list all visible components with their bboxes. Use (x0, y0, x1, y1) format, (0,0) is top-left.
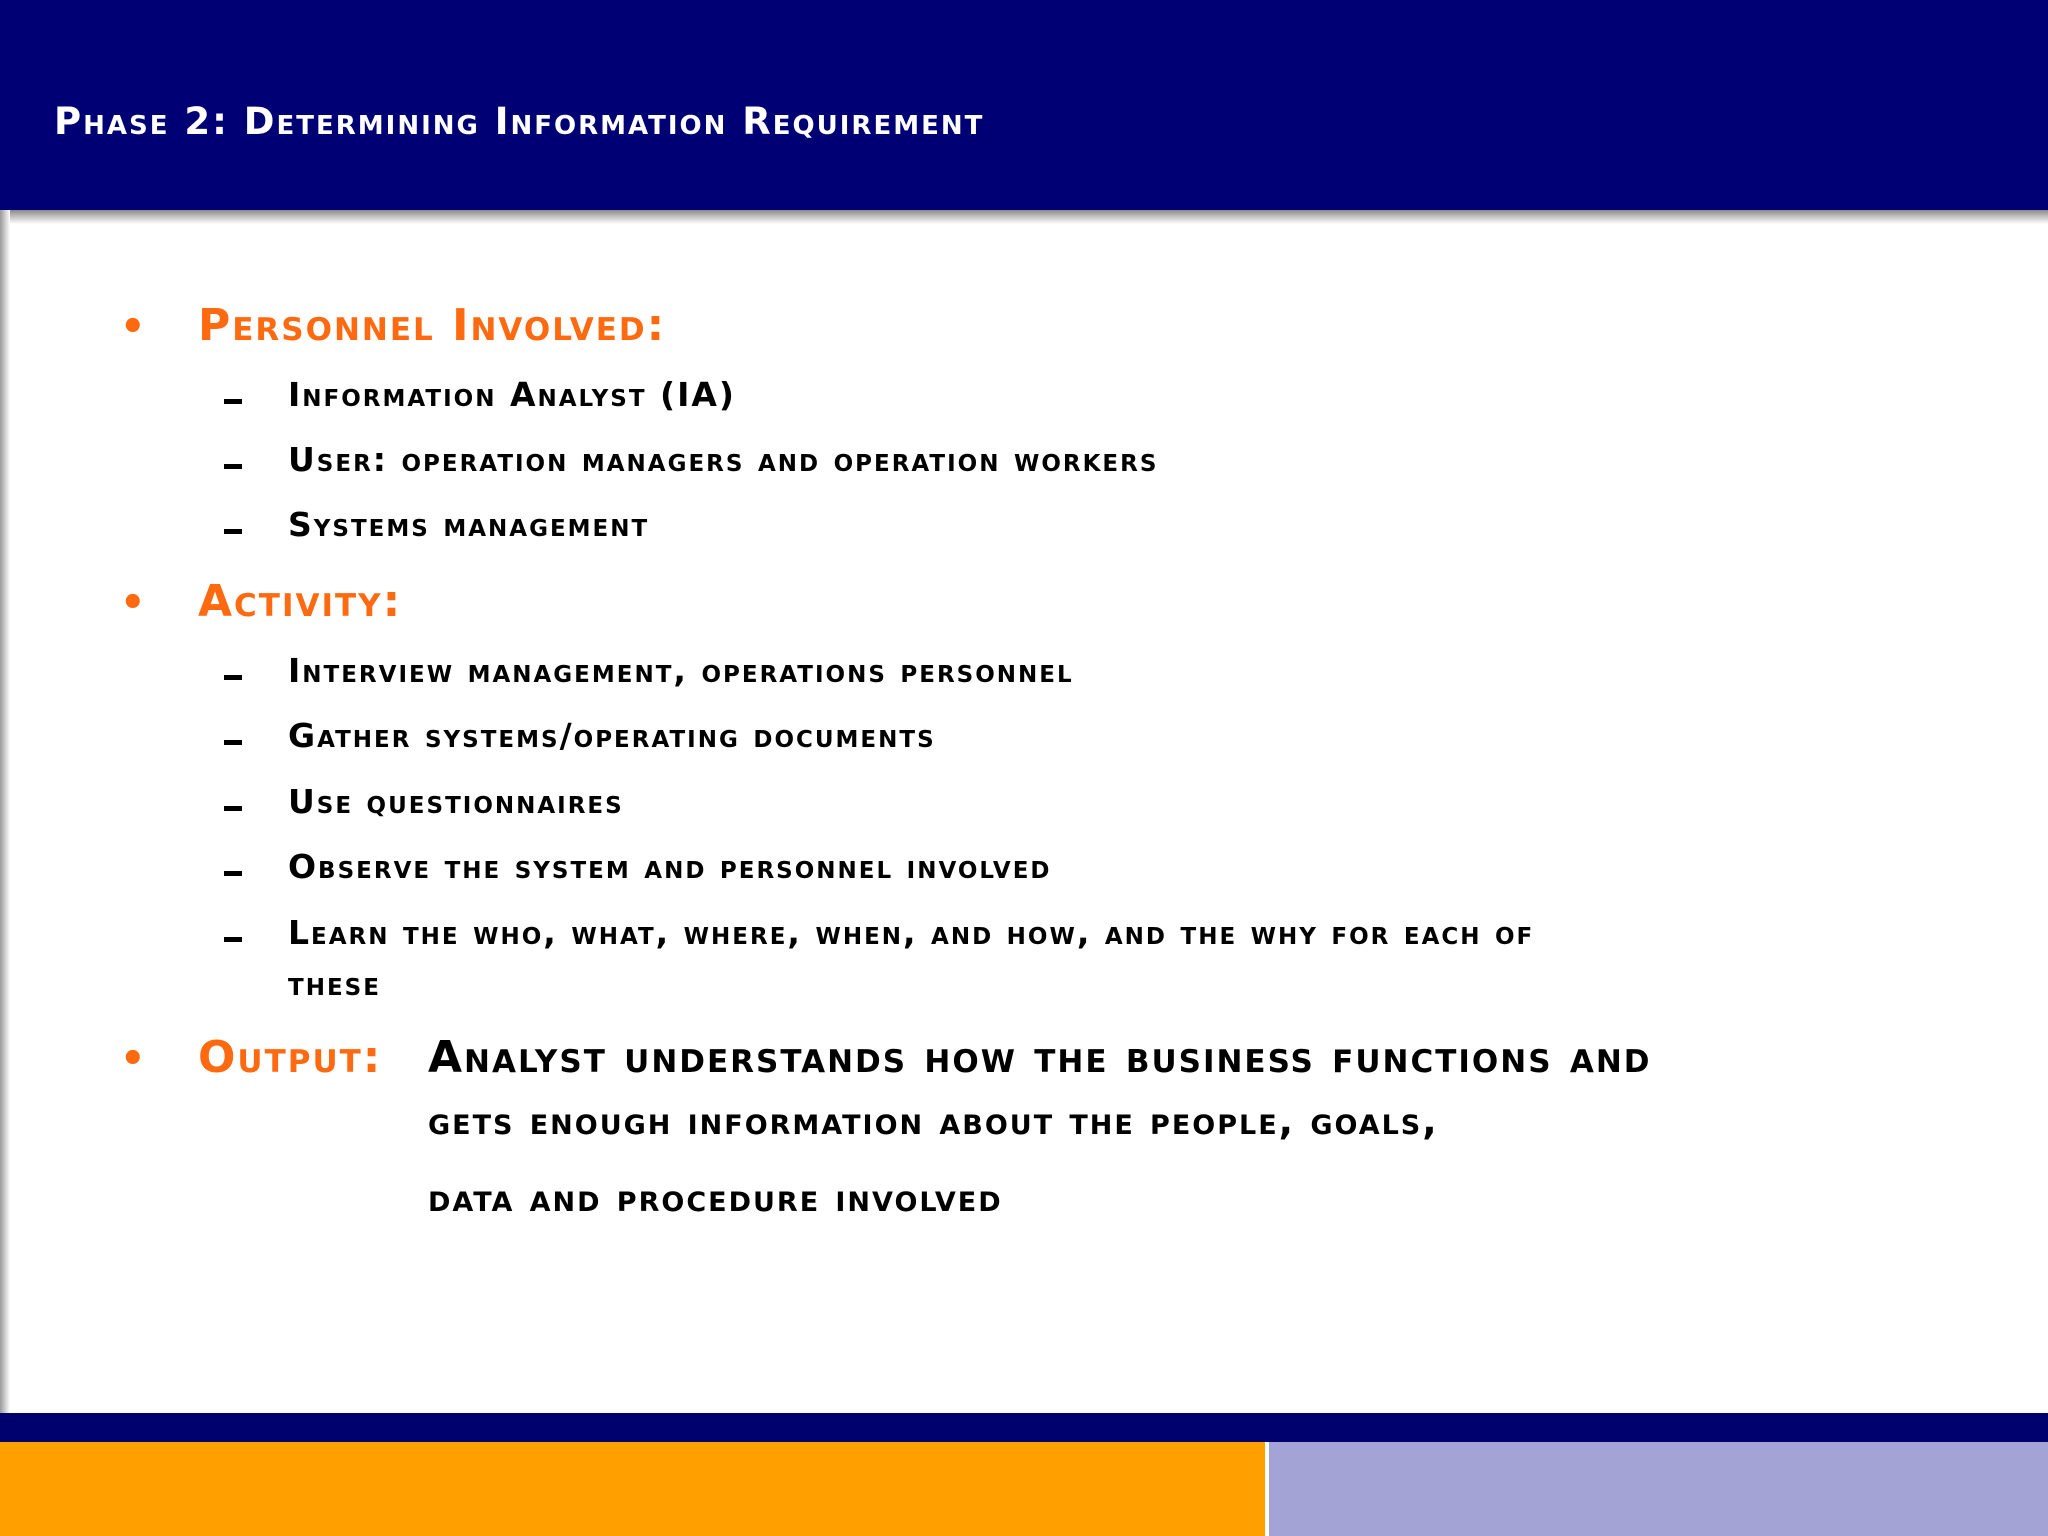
list-item: Use questionnaires (288, 782, 624, 821)
bullet-icon: • (120, 1036, 148, 1082)
dash-icon (224, 871, 242, 876)
bullet-icon: • (120, 580, 148, 626)
list-item: Gather systems/operating documents (288, 716, 936, 755)
dash-icon (224, 806, 242, 811)
footer-orange-block (0, 1442, 1265, 1536)
list-item: Learn the who, what, where, when, and how, and the why for each of (288, 913, 1535, 952)
list-item: Systems management (288, 505, 650, 544)
footer-lavender-block (1265, 1442, 2048, 1536)
list-item: Information Analyst (IA) (288, 375, 736, 414)
dash-icon (224, 529, 242, 534)
footer-line (0, 1413, 2048, 1442)
section-heading-output: Output: (198, 1032, 383, 1083)
list-item-continuation: these (288, 964, 381, 1003)
slide-title: Phase 2: Determining Information Requirement (54, 100, 985, 143)
output-line: Analyst understands how the business functions and (428, 1032, 1652, 1083)
list-item: User: operation managers and operation workers (288, 440, 1159, 479)
list-item: Observe the system and personnel involved (288, 847, 1052, 886)
list-item: Interview management, operations personnel (288, 651, 1074, 690)
dash-icon (224, 740, 242, 745)
dash-icon (224, 675, 242, 680)
dash-icon (224, 399, 242, 404)
output-line: gets enough information about the people, goals, (428, 1099, 1439, 1143)
dash-icon (224, 937, 242, 942)
section-heading-activity: Activity: (198, 576, 403, 627)
output-line: data and procedure involved (428, 1176, 1003, 1220)
section-heading-personnel: Personnel Involved: (198, 300, 667, 351)
dash-icon (224, 464, 242, 469)
bullet-icon: • (120, 304, 148, 350)
